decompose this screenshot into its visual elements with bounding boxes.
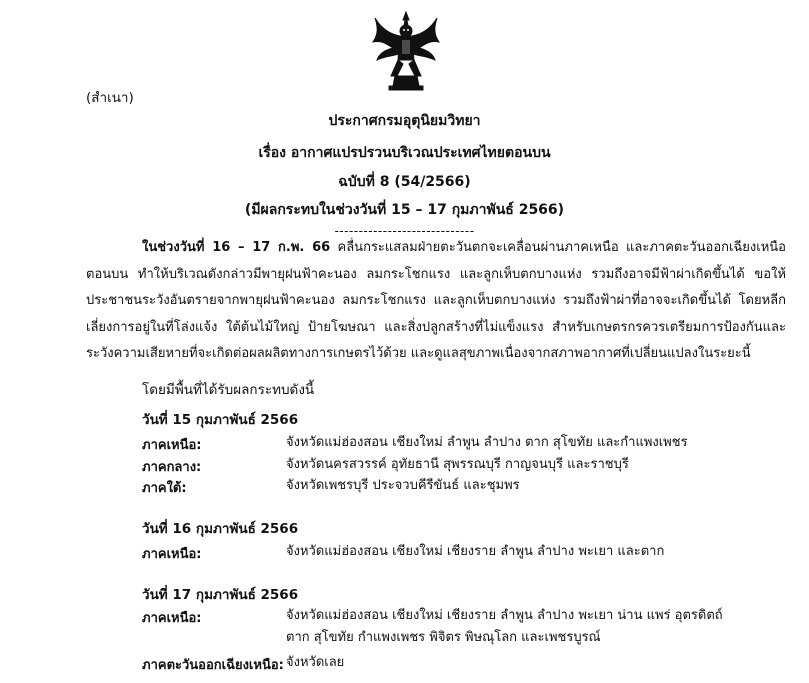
copy-label: (สำเนา) xyxy=(86,90,134,106)
announcement-title: ประกาศกรมอุตุนิยมวิทยา xyxy=(328,113,481,129)
province-list: จังหวัดเพชรบุรี ประจวบคีรีขันธ์ และชุมพร xyxy=(286,478,520,493)
day-heading: วันที่ 17 กุมภาพันธ์ 2566 xyxy=(142,587,299,603)
day-heading: วันที่ 16 กุมภาพันธ์ 2566 xyxy=(142,521,299,537)
province-list: จังหวัดเลย xyxy=(286,655,345,670)
issue-number: ฉบับที่ 8 (54/2566) xyxy=(338,174,471,190)
garuda-emblem-icon xyxy=(371,10,441,92)
announcement-subject: เรื่อง อากาศแปรปรวนบริเวณประเทศไทยตอนบน xyxy=(258,145,551,161)
region-label: ภาคใต้: xyxy=(142,481,187,496)
region-label: ภาคเหนือ: xyxy=(142,611,202,626)
paragraph-lead: ในช่วงวันที่ 16 – 17 ก.พ. 66 xyxy=(142,240,331,255)
region-label: ภาคตะวันออกเฉียงเหนือ: xyxy=(142,658,284,673)
region-label: ภาคเหนือ: xyxy=(142,547,202,562)
province-list: จังหวัดแม่ฮ่องสอน เชียงใหม่ เชียงราย ลำพูน ลำปาง พะเยา น่าน แพร่ อุตรดิตถ์ ตาก สุโขทัย กำแพงเพชร พิจิตร พิษณุโลก และเพชรบูรณ์ xyxy=(286,608,723,645)
day-heading: วันที่ 15 กุมภาพันธ์ 2566 xyxy=(142,412,299,428)
paragraph-text: คลื่นกระแสลมฝ่ายตะวันตกจะเคลื่อนผ่านภาคเหนือ และภาคตะวันออกเฉียงเหนือตอนบน ทำให้บริเวณดังกล่าวมีพายุฝนฟ้าคะนอง ลมกระโชกแรง และลูกเห็บตกบางแห่ง รวมถึงอาจมีฟ้าผ่าเกิดขึ้นได้ ขอให้ประชาชนระวังอันตรายจากพายุฝนฟ้าคะนอง ลมกระโชกแรง และลูกเห็บตกบางแห่ง รวมถึงฟ้าผ่าที่อาจจะเกิดขึ้นได้ โดยหลีกเลี่ยงการอยู่ในที่โล่งแจ้ง ใต้ต้นไม้ใหญ่ ป้ายโฆษณา และสิ่งปลูกสร้างที่ไม่แข็งแรง สำหรับเกษตรกรควรเตรียมการป้องกันและระวังความเสียหายที่จะเกิดต่อผลผลิตทางการเกษตรไว้ด้วย และดูแลสุขภาพเนื่องจากสภาพอากาศที่เปลี่ยนแปลงในระยะนี้ xyxy=(86,240,786,362)
affected-areas-intro: โดยมีพื้นที่ได้รับผลกระทบดังนี้ xyxy=(142,382,315,398)
province-list: จังหวัดนครสวรรค์ อุทัยธานี สุพรรณบุรี กาญจนบุรี และราชบุรี xyxy=(286,457,629,472)
province-list: จังหวัดแม่ฮ่องสอน เชียงใหม่ ลำพูน ลำปาง ตาก สุโขทัย และกำแพงเพชร xyxy=(286,435,688,450)
body-paragraph xyxy=(86,235,786,368)
province-list: จังหวัดแม่ฮ่องสอน เชียงใหม่ เชียงราย ลำพูน ลำปาง พะเยา และตาก xyxy=(286,544,665,559)
divider-line: ----------------------------- xyxy=(334,224,475,238)
region-label: ภาคกลาง: xyxy=(142,460,202,475)
region-label: ภาคเหนือ: xyxy=(142,438,202,453)
effective-period: (มีผลกระทบในช่วงวันที่ 15 – 17 กุมภาพันธ์ 2566) xyxy=(244,202,565,218)
